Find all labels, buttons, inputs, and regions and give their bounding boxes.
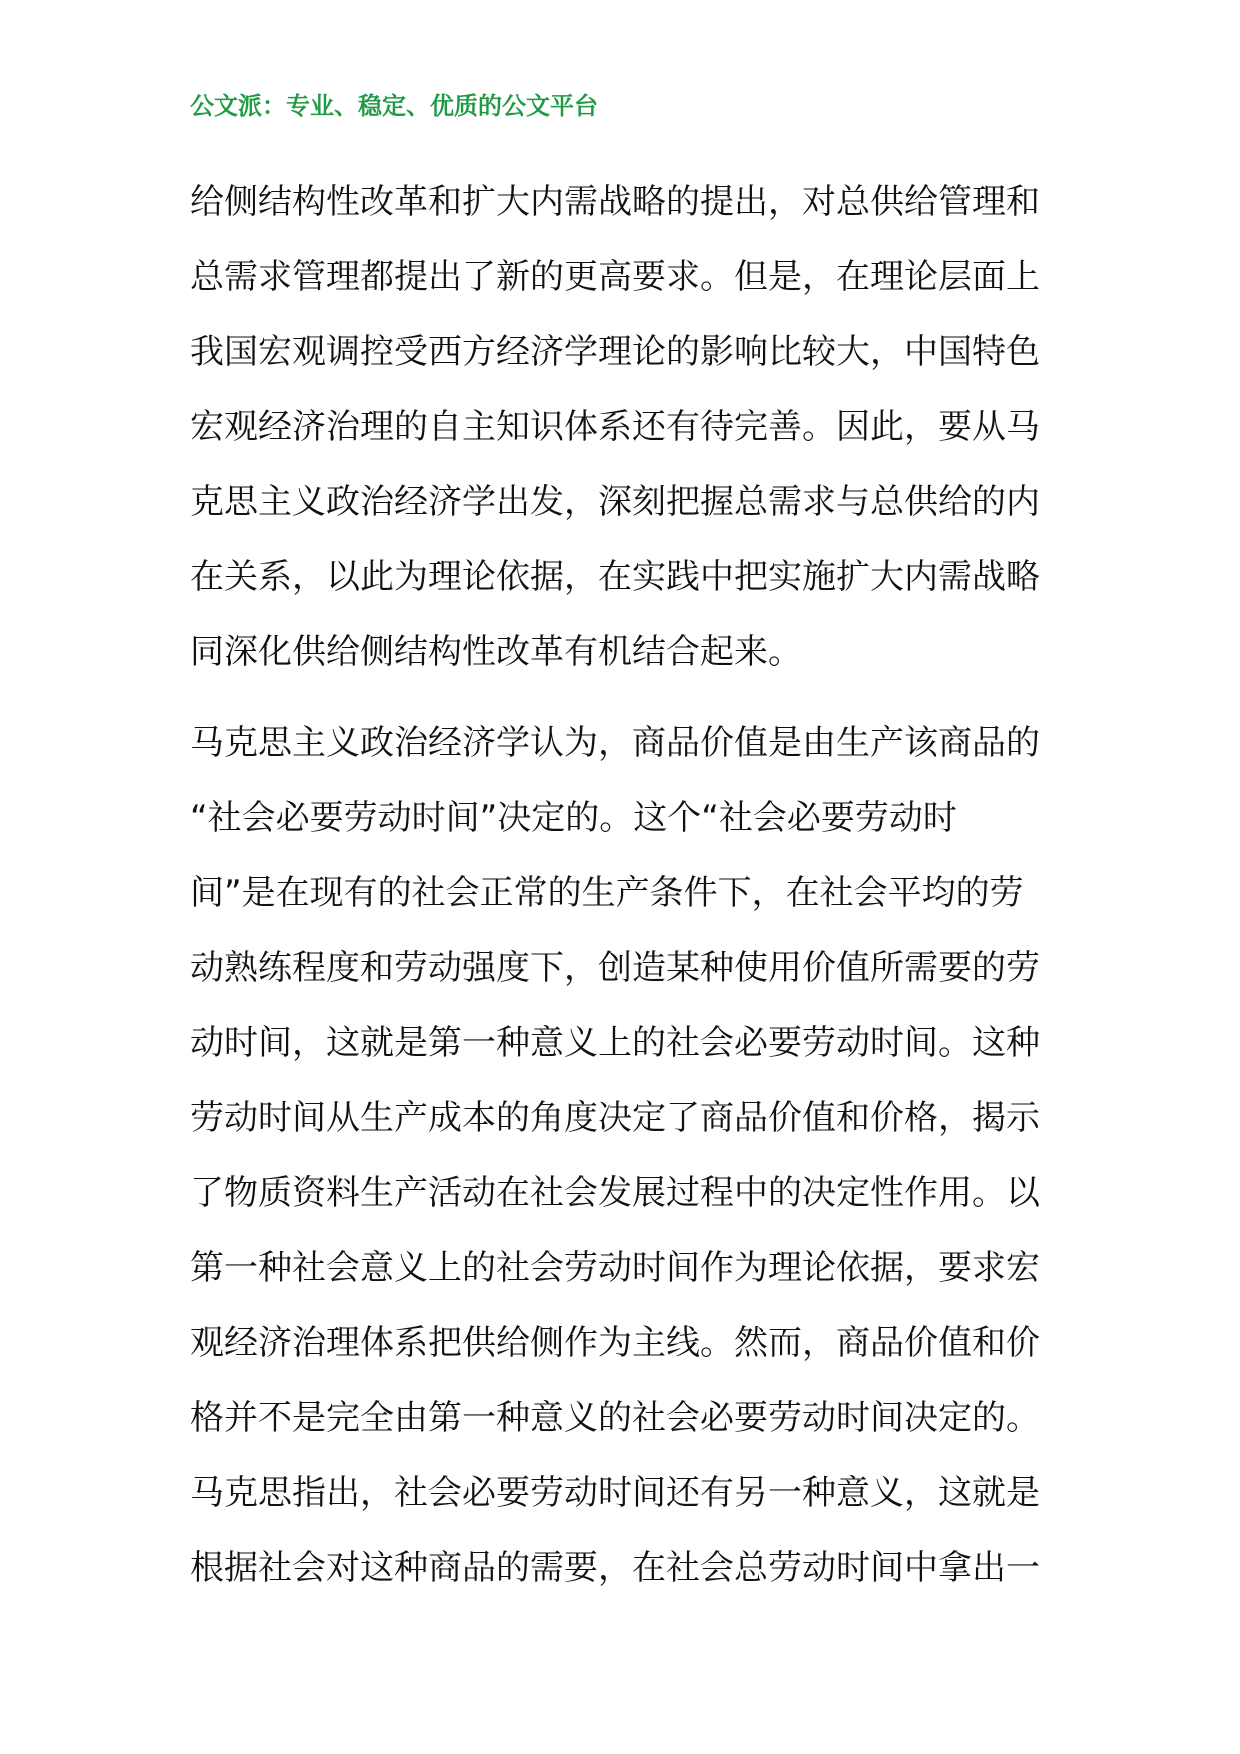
text-line: 动时间，这就是第一种意义上的社会必要劳动时间。这种 [190,1023,1040,1063]
text-line: 总需求管理都提出了新的更高要求。但是，在理论层面上 [190,257,1040,297]
paragraph [190,165,1060,690]
text-line: 格并不是完全由第一种意义的社会必要劳动时间决定的。 [190,1398,1040,1438]
paragraph-gap [190,690,1060,706]
text-line: “社会必要劳动时间”决定的。这个“社会必要劳动时 [190,798,957,838]
text-line: 观经济治理体系把供给侧作为主线。然而，商品价值和价 [190,1323,1040,1363]
text-line: 了物质资料生产活动在社会发展过程中的决定性作用。以 [190,1173,1040,1213]
text-line: 第一种社会意义上的社会劳动时间作为理论依据，要求宏 [190,1248,1040,1288]
text-line: 宏观经济治理的自主知识体系还有待完善。因此，要从马 [190,407,1040,447]
text-line: 马克思指出，社会必要劳动时间还有另一种意义，这就是 [190,1473,1040,1513]
text-line: 动熟练程度和劳动强度下，创造某种使用价值所需要的劳 [190,948,1040,988]
paragraph [190,706,1060,1606]
text-line: 在关系，以此为理论依据，在实践中把实施扩大内需战略 [190,557,1040,597]
text-line: 克思主义政治经济学出发，深刻把握总需求与总供给的内 [190,482,1040,522]
text-line: 同深化供给侧结构性改革有机结合起来。 [190,632,802,672]
text-line: 给侧结构性改革和扩大内需战略的提出，对总供给管理和 [190,182,1040,222]
text-line: 马克思主义政治经济学认为，商品价值是由生产该商品的 [190,723,1040,763]
text-line: 根据社会对这种商品的需要，在社会总劳动时间中拿出一 [190,1548,1040,1588]
text-line: 我国宏观调控受西方经济学理论的影响比较大，中国特色 [190,332,1040,372]
site-header: 公文派：专业、稳定、优质的公文平台 [190,92,598,120]
text-line: 劳动时间从生产成本的角度决定了商品价值和价格，揭示 [190,1098,1040,1138]
text-line: 间”是在现有的社会正常的生产条件下，在社会平均的劳 [190,873,1024,913]
document-body [190,165,1060,1606]
